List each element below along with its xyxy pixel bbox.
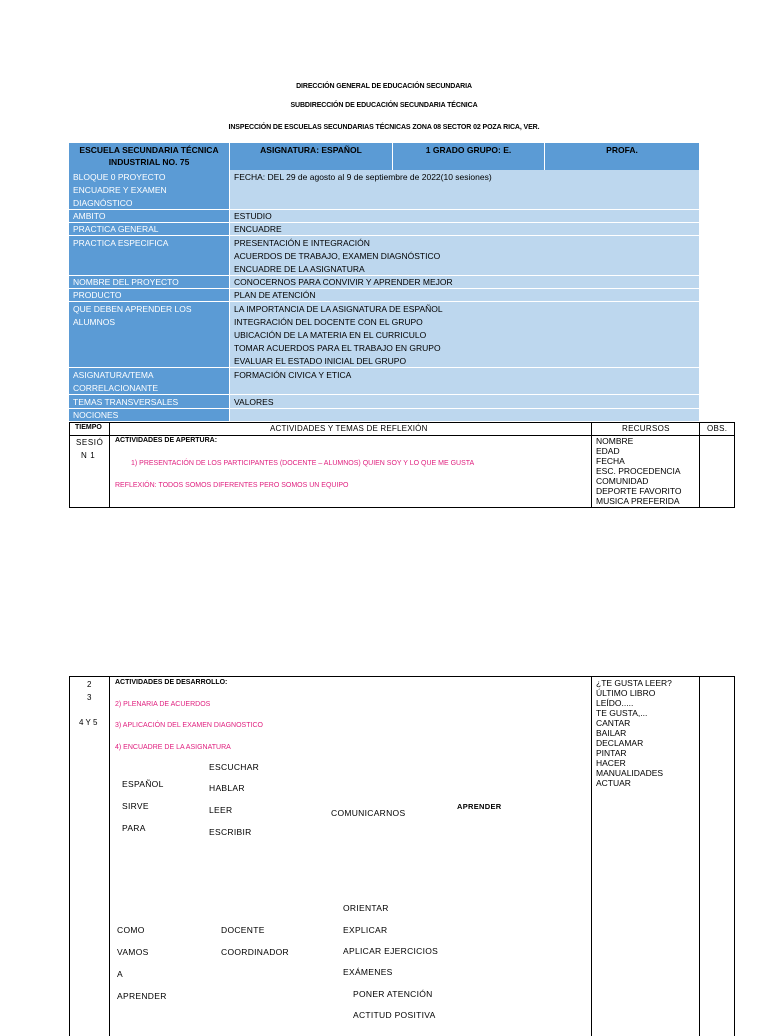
word-espanol: ESPAÑOL: [122, 779, 164, 789]
plan-row: [69, 236, 699, 276]
plan-row: [69, 170, 699, 210]
plan-row-value: [230, 289, 699, 302]
plan-row: [69, 302, 699, 368]
plan-row-label: [69, 289, 229, 302]
plan-label-line: QUE DEBEN APRENDER LOS: [73, 304, 192, 314]
session1-reflection: REFLEXIÓN: TODOS SOMOS DIFERENTES PERO SOMOS UN EQUIPO: [115, 482, 349, 489]
plan-row-label: [69, 368, 229, 395]
plan-school-cell: [69, 143, 230, 170]
plan-value-line: LA IMPORTANCIA DE LA ASIGNATURA DE ESPAÑOL: [234, 304, 443, 314]
column-divider: [591, 677, 592, 1036]
plan-row-label: [69, 409, 229, 422]
session2-time-line3: 4 Y 5: [79, 718, 98, 727]
resource-item: LEÍDO.....: [596, 698, 634, 708]
plan-row: [69, 276, 699, 289]
word-coordinador: COORDINADOR: [221, 947, 289, 957]
plan-value-line: ACUERDOS DE TRABAJO, EXAMEN DIAGNÓSTICO: [234, 251, 441, 261]
word-escuchar: ESCUCHAR: [209, 762, 260, 772]
col-header-resources: RECURSOS: [622, 424, 670, 433]
word-explicar: EXPLICAR: [343, 925, 388, 935]
plan-school-line2: INDUSTRIAL NO. 75: [108, 157, 190, 167]
activities-table-2: [69, 676, 735, 1036]
session1-time-line1: SESIÓ: [76, 438, 104, 447]
word-aprender: APRENDER: [457, 802, 502, 811]
header-line-2: SUBDIRECCIÓN DE EDUCACIÓN SECUNDARIA TÉCNICA: [290, 102, 478, 109]
plan-label-line: NOCIONES: [73, 410, 119, 420]
plan-label-line: AMBITO: [73, 211, 106, 221]
word-comunicarnos: COMUNICARNOS: [331, 808, 406, 818]
plan-row-value: [230, 395, 699, 409]
activities-table-1: [69, 422, 735, 508]
plan-row-value: [230, 223, 699, 236]
resource-item: ACTUAR: [596, 778, 631, 788]
col-header-activities: ACTIVIDADES Y TEMAS DE REFLEXIÓN: [270, 424, 428, 433]
plan-value-line: TOMAR ACUERDOS PARA EL TRABAJO EN GRUPO: [234, 343, 441, 353]
word-poner-atencion: PONER ATENCIÓN: [353, 989, 433, 999]
word-aplicar-ejercicios: APLICAR EJERCICIOS: [343, 946, 439, 956]
column-divider: [699, 677, 700, 1036]
plan-label-line: ASIGNATURA/TEMA: [73, 370, 154, 380]
word-docente: DOCENTE: [221, 925, 265, 935]
word-leer: LEER: [209, 805, 233, 815]
word-hablar: HABLAR: [209, 783, 245, 793]
session2-resources: [596, 678, 672, 788]
plan-label-line: ALUMNOS: [73, 317, 116, 327]
session2-item4: 4) ENCUADRE DE LA ASIGNATURA: [115, 744, 231, 751]
resource-item: ÚLTIMO LIBRO: [596, 688, 656, 698]
resource-item: FECHA: [596, 456, 625, 466]
resource-item: TE GUSTA,...: [596, 708, 648, 718]
plan-row-label: [69, 236, 229, 276]
plan-value-line: INTEGRACIÓN DEL DOCENTE CON EL GRUPO: [234, 317, 423, 327]
word-escribir: ESCRIBIR: [209, 827, 252, 837]
plan-value-line: PRESENTACIÓN E INTEGRACIÓN: [234, 238, 370, 248]
resource-item: ESC. PROCEDENCIA: [596, 466, 681, 476]
plan-value-line: CONOCERNOS PARA CONVIVIR Y APRENDER MEJOR: [234, 277, 453, 287]
word-para: PARA: [122, 823, 146, 833]
resource-item: NOMBRE: [596, 436, 634, 446]
plan-row-label: [69, 276, 229, 289]
word-orientar: ORIENTAR: [343, 903, 389, 913]
plan-row-value: [230, 236, 699, 276]
plan-school-line1: ESCUELA SECUNDARIA TÉCNICA: [79, 145, 219, 155]
header-line-1: DIRECCIÓN GENERAL DE EDUCACIÓN SECUNDARIA: [296, 83, 472, 90]
word-sirve: SIRVE: [122, 801, 149, 811]
resource-item: MUSICA PREFERIDA: [596, 496, 680, 506]
plan-label-line: ENCUADRE Y EXAMEN: [73, 185, 167, 195]
plan-label-line: CORRELACIONANTE: [73, 383, 159, 393]
word-vamos: VAMOS: [117, 947, 149, 957]
plan-row-label: [69, 302, 229, 368]
plan-row-label: [69, 223, 229, 236]
plan-label-line: PRACTICA GENERAL: [73, 224, 159, 234]
session1-time-line2: N 1: [81, 451, 96, 460]
plan-row-value: [230, 210, 699, 223]
word-como: COMO: [117, 925, 145, 935]
resource-item: PINTAR: [596, 748, 627, 758]
plan-row-label: [69, 170, 229, 210]
plan-value-line: FECHA: DEL 29 de agosto al 9 de septiembre de 2022(10 sesiones): [234, 172, 492, 182]
plan-row: [69, 210, 699, 223]
col-header-time: TIEMPO: [75, 424, 102, 431]
session2-item3: 3) APLICACIÓN DEL EXAMEN DIAGNOSTICO: [115, 722, 263, 729]
word-aprender-2: APRENDER: [117, 991, 167, 1001]
session2-item2: 2) PLENARIA DE ACUERDOS: [115, 701, 211, 708]
plan-row-value: [230, 368, 699, 395]
plan-value-line: ENCUADRE DE LA ASIGNATURA: [234, 264, 365, 274]
plan-row-value: [230, 276, 699, 289]
col-header-obs: OBS.: [707, 424, 728, 433]
header-line-3: INSPECCIÓN DE ESCUELAS SECUNDARIAS TÉCNICAS ZONA 08 SECTOR 02 POZA RICA, VER.: [228, 124, 540, 131]
plan-label-line: NOMBRE DEL PROYECTO: [73, 277, 179, 287]
plan-label-line: PRACTICA ESPECIFICA: [73, 238, 169, 248]
column-divider: [109, 677, 110, 1036]
plan-value-line: EVALUAR EL ESTADO INICIAL DEL GRUPO: [234, 356, 407, 366]
resource-item: EDAD: [596, 446, 620, 456]
session1-item1: 1) PRESENTACIÓN DE LOS PARTICIPANTES (DOCENTE – ALUMNOS) QUIEN SOY Y LO QUE ME GUSTA: [131, 460, 475, 467]
plan-value-line: ENCUADRE: [234, 224, 282, 234]
resource-item: DECLAMAR: [596, 738, 644, 748]
resource-item: HACER: [596, 758, 626, 768]
plan-subject-cell: ASIGNATURA: ESPAÑOL: [230, 143, 393, 170]
plan-value-line: ESTUDIO: [234, 211, 272, 221]
plan-row: [69, 395, 699, 409]
resource-item: DEPORTE FAVORITO: [596, 486, 682, 496]
plan-row-label: [69, 395, 229, 409]
plan-teacher-cell: PROFA.: [545, 143, 699, 170]
session2-title: ACTIVIDADES DE DESARROLLO:: [115, 679, 228, 686]
plan-row-value: [230, 170, 699, 210]
plan-row-value: [230, 409, 699, 422]
plan-row-label: [69, 210, 229, 223]
plan-value-line: FORMACIÓN CIVICA Y ETICA: [234, 370, 352, 380]
word-actitud-positiva: ACTITUD POSITIVA: [353, 1010, 436, 1020]
plan-row: [69, 223, 699, 236]
resource-item: BAILAR: [596, 728, 627, 738]
plan-label-line: PRODUCTO: [73, 290, 122, 300]
plan-row: [69, 409, 699, 422]
session1-title: ACTIVIDADES DE APERTURA:: [115, 437, 218, 444]
session1-resources: [596, 436, 682, 506]
plan-value-line: UBICACIÓN DE LA MATERIA EN EL CURRICULO: [234, 330, 427, 340]
plan-row: [69, 368, 699, 395]
plan-value-line: VALORES: [234, 397, 274, 407]
plan-value-line: PLAN DE ATENCIÓN: [234, 290, 316, 300]
word-a: A: [117, 969, 123, 979]
session2-time-line1: 2: [87, 680, 92, 689]
session2-time-line2: 3: [87, 693, 92, 702]
plan-grade-cell: 1 GRADO GRUPO: E.: [393, 143, 545, 170]
resource-item: CANTAR: [596, 718, 631, 728]
resource-item: COMUNIDAD: [596, 476, 649, 486]
word-examenes: EXÁMENES: [343, 967, 393, 977]
plan-row-value: [230, 302, 699, 368]
resource-item: MANUALIDADES: [596, 768, 664, 778]
plan-label-line: DIAGNÓSTICO: [73, 198, 133, 208]
plan-row: [69, 289, 699, 302]
plan-header-row: [69, 143, 699, 170]
resource-item: ¿TE GUSTA LEER?: [596, 678, 672, 688]
plan-label-line: BLOQUE 0 PROYECTO: [73, 172, 166, 182]
plan-label-line: TEMAS TRANSVERSALES: [73, 397, 179, 407]
